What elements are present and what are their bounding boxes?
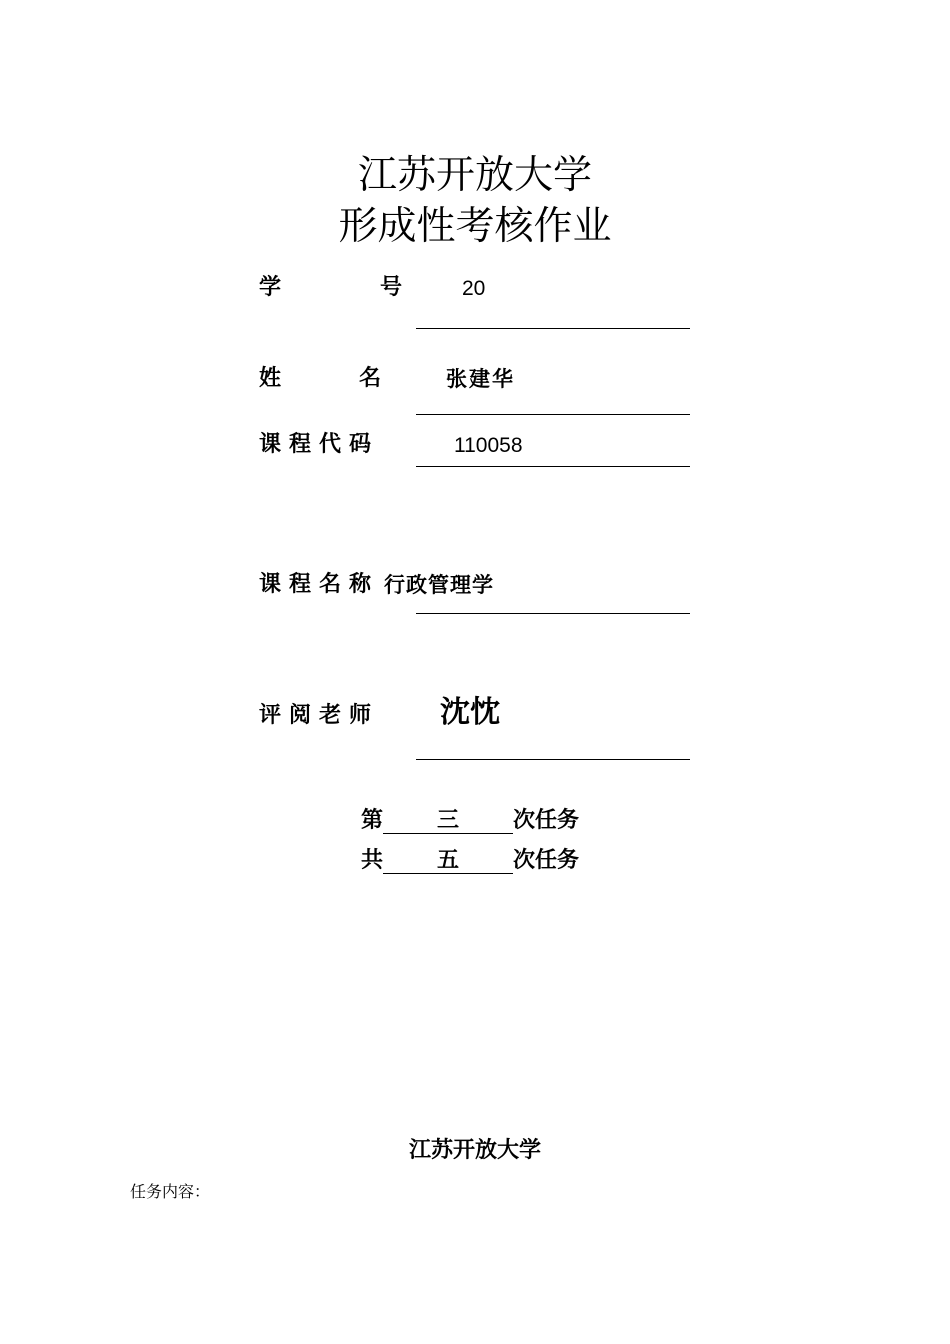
task-total-row <box>361 847 579 875</box>
student-id-underline <box>416 328 690 329</box>
task-content-label: 任务内容： <box>130 1182 211 1201</box>
course-code-value: 110058 <box>454 434 523 457</box>
course-name-underline <box>416 613 690 614</box>
footer-school-name: 江苏开放大学 <box>408 1138 541 1163</box>
name-underline <box>416 414 690 415</box>
course-name-label: 课程名称 <box>259 572 380 597</box>
task-current-prefix: 第 <box>361 808 384 833</box>
task-current-suffix: 次任务 <box>513 808 580 833</box>
assignment-title: 形成性考核作业 <box>338 204 612 249</box>
name-label-part1: 姓 <box>259 366 282 391</box>
task-current-number: 三 <box>383 809 513 834</box>
student-id-value: 20 <box>462 277 486 300</box>
task-total-prefix: 共 <box>361 848 384 873</box>
course-name-value: 行政管理学 <box>384 573 494 597</box>
student-id-label-part1: 学 <box>259 275 282 300</box>
student-id-label-part2: 号 <box>380 275 403 300</box>
reviewer-underline <box>416 759 690 760</box>
course-code-underline <box>416 466 690 467</box>
name-value: 张建华 <box>446 367 515 391</box>
reviewer-value: 沈忱 <box>440 695 500 730</box>
task-total-suffix: 次任务 <box>513 848 580 873</box>
task-current-row <box>361 807 579 835</box>
school-title: 江苏开放大学 <box>357 153 592 198</box>
course-code-label: 课程代码 <box>259 432 380 457</box>
task-total-number: 五 <box>383 849 513 874</box>
name-label-part2: 名 <box>359 366 382 391</box>
reviewer-label: 评阅老师 <box>259 703 380 728</box>
